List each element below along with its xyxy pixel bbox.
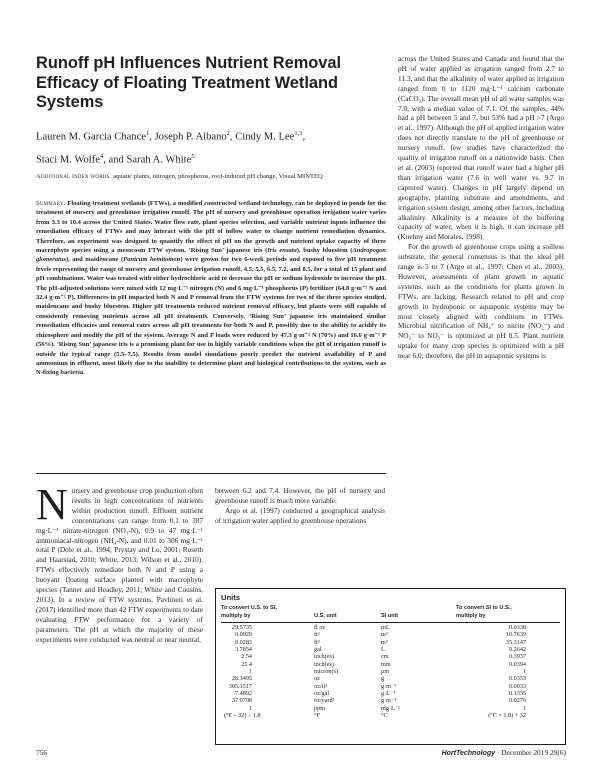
page-number: 756 [36,748,48,757]
units-cell: g [381,675,385,683]
units-cell: 1 [248,704,252,712]
affiliation-mark: 1 [146,130,150,137]
units-cell: m³ [381,638,388,646]
body-paragraph: between 6.2 and 7.4. However, the pH of nursery and greenhouse runoff is much more variable. [215,486,385,505]
header-us-unit: U.S. unit [314,612,337,619]
column-si-unit [381,624,400,719]
body-column-middle [215,486,385,526]
units-cell: fl oz [314,624,326,631]
units-cell: 1 [248,668,252,676]
units-cell: °C [381,712,388,720]
summary: Summary. Floating treatment wetlands (FTWs), a modified constructed wetland technology, can be deployed in ponds for the treatment of nursery and greenhouse irrigation runoff. The pH of nursery and greenhouse operation irrigation water varies from 3.3 to 10.4 across the United States. Water flow rate, plant species selection, and variable nutrient inputs influence the remediation efficacy of FTWs and may interact with the pH of inflow water to change nutrient remediation dynamics. Therefore, an experiment was designed to quantify the effect of pH on the growth and nutrient uptake capacity of three macrophyte species using a mesocosm FTW system. ‘Rising Sun’ japanese iris (Iris ensata), bushy bluestem (Andropogon glomeratus), and maidencane (Panicum hemitomon) were grown for two 6-week periods and exposed to five pH treatment levels representing the range of nursery and greenhouse irrigation runoff, 4.5, 5.5, 6.5, 7.2, and 8.5, for a total of 15 plant and pH combinations. Water was treated with either hydrochloric acid to decrease the pH or sodium hydroxide to increase the pH. The pH-adjusted solutions were mixed with 12 mg·L⁻¹ nitrogen (N) and 6 mg·L⁻¹ phosphorus (P) fertilizer (64.8 g·m⁻² N and 32.4 g·m⁻² P). Differences in pH impacted both N and P removal from the FTW systems for two of the three species studied, maidencane and bushy bluestem. Higher pH treatments reduced nutrient removal efficacy, but plants were still capable of consistently removing nutrients across all pH treatments. Conversely, ‘Rising Sun’ japanese iris maintained similar remediation efficacies and removal rates across all pH treatments for both N and P, possibly due to the ability to acidify its rhizosphere and modify the pH of the system. Average N and P loads were reduced by 47.3 g·m⁻² N (70%) and 16.6 g·m⁻² P (56%). ‘Rising Sun’ japanese iris is a promising plant for use in highly variable conditions when the pH of irrigation runoff is outside the typical range (5.5–7.5). Results from model simulations poorly predict the nutrient availability of P and ammonium in effluent, most likely due to the inability to determine plant and biological contributions to the system, such as N-fixing bacteria. [36,200,387,377]
units-cell: 0.0353 [508,675,526,683]
units-cell: 25.4 [241,660,252,668]
units-cell: oz/gal [314,690,330,698]
header-to-si: To convert U.S. to SI, multiply by [221,605,277,619]
author-name: , and Sarah A. White [103,154,192,166]
body-paragraph: Argo et al. (1997) conducted a geographical analysis of irrigation water applied to greenhouse operations [215,505,385,525]
units-cell: 0.0283 [234,638,252,646]
summary-label: Summary. [36,200,66,207]
column-to-us [482,624,526,719]
units-cell: 0.2642 [508,646,526,654]
units-cell: g·m⁻² [381,682,397,690]
units-cell: 2.54 [241,653,252,661]
table-header-rule [221,622,560,623]
index-terms-label: Additional index words. [36,173,112,180]
units-cell: 1 [522,704,526,712]
units-cell: cm [381,653,389,661]
units-cell: gal [314,646,322,654]
index-terms-text: aquatic plants, nitrogen, phosphorus, root-induced pH change, Visual MINTEQ [111,173,323,180]
units-cell: 0.1335 [508,690,526,698]
affiliation-mark: 1,3 [294,130,303,137]
units-cell: oz [314,675,320,683]
header-to-us: To convert SI to U.S., multiply by [456,605,512,619]
units-cell: 29.5735 [231,624,252,631]
units-cell: 7.4892 [234,690,252,698]
drop-cap: N [36,480,68,529]
units-cell: 0.0033 [508,682,526,690]
units-cell: 0.0394 [508,660,526,668]
column-to-si [224,624,261,720]
header-si-unit: SI unit [381,612,399,619]
units-cell: 10.7639 [505,631,526,639]
body-column-right [398,54,564,361]
units-cell: μm [381,668,390,676]
units-cell: m² [381,631,388,639]
author-name: Staci M. Wolfe [36,154,100,166]
units-cell: °F [314,712,320,720]
units-cell: 0.3937 [508,653,526,661]
units-cell: inch(es) [314,660,334,668]
issue-info: · December 2019 29(6) [494,748,566,757]
index-terms [36,172,384,182]
body-paragraph: ursery and greenhouse crop production often results in high concentrations of nutrients within production runoff. Effluent nutrient concentrations can range from 0.1 to 387 mg·L⁻¹ nitrate-nitrogen (NO₃-N), 0.9 to 47 mg·L⁻¹ ammoniacal-nitrogen (NH₄-N), and 0.01 to 306 mg·L⁻¹ total P (Dole et al., 1994; Prystay and Lo, 2001; Roseth and Haarstad, 2010; White, 2013; Wilson et al., 2010). FTWs effectively remediate both N and P using a buoyant floating surface planted with macrophyte species (Tanner and Headley, 2011; White and Cousins, 2013). In a review of FTW systems, Pavlineri et al. (2017) identified more than 42 FTW experiments to date evaluating FTW performance for a variety of parameters. The pH at which the majority of these experiments were conducted was neutral or near neutral, [36,486,203,644]
units-cell: mg·L⁻¹ [381,704,400,712]
affiliation-mark: 2 [226,130,230,137]
units-cell: 1 [522,668,526,676]
units-cell: (°C × 1.8) + 32 [488,712,526,720]
units-cell: 35.3147 [505,638,526,646]
article-title: Runoff pH Influences Nutrient Removal Efficacy of Floating Treatment Wetland Systems [36,54,342,111]
units-cell: ppm [314,704,326,712]
author-name: , Joseph P. Albano [149,131,227,143]
units-cell: micron(s) [314,668,339,676]
units-cell: 28.3495 [231,675,252,683]
units-cell: 0.0929 [234,631,252,639]
journal-footer [410,748,566,757]
body-paragraph: across the United States and Canada and found that the pH of water applied as irrigation ranged from 2.7 to 11.3, and that the alkalinity of water applied as irrigation ranged from 0 to 1120 mg·L⁻¹ calcium carbonate (CaCO₃). The overall mean pH of all water samples was 7.0, with a median value of 7.1. Of the samples, 44% had a pH between 5 and 7, but 53% had a pH >7 (Argo et al., 1997). Although the pH of applied irrigation water does not directly translate to the pH of greenhouse or nursery runoff, few studies have characterized the quality of irrigation runoff on a nationwide basis. Chen et al. (2003) reported that runoff water had a higher pH than irrigation water (7.6 in well water vs. 9.7 in captured water). Changes in pH largely depend on geography, planting substrate and amendments, and irrigation system design, among other factors, including alkalinity. Alkalinity is a measure of the buffering capacity of water; when it is high, it can increase pH (Kuehny and Morales, 1998). [398,54,564,242]
units-cell: g·L⁻¹ [381,690,396,698]
units-cell: 305.1517 [228,682,252,690]
body-paragraph: For the growth of greenhouse crops using a soilless substrate, the general consensus is that the ideal pH range is 5 to 7 (Argo et al., 1997; Chen et al., 2003). However, assessments of plant growth in aquatic systems, such as the conditions for plants grown in FTWs, are lacking. Research related to pH and crop growth in hydroponic or aquaponic systems may be most closely aligned with conditions in FTWs. Microbial nitrification of NH₄⁺ to nitrite (NO₂⁻) and NO₂⁻ to NO₃⁻ is optimized at pH 8.5. Plant nutrient uptake for many crop species is optimized with a pH near 6.0; therefore, the pH in aquaponic systems is [398,242,564,361]
units-cell: (°F – 32) ÷ 1.8 [224,712,261,720]
units-cell: ft³ [314,638,320,646]
section-divider [36,473,386,474]
units-cell: 0.0270 [508,697,526,705]
units-cell: inch(es) [314,653,334,661]
affiliation-mark: 4 [99,152,104,160]
units-conversion-table [215,588,566,745]
author-list: Lauren M. Garcia Chance$^1$, Joseph P. Albano$^2$, Cindy M. Lee$^{1,3}$, Staci M. Wolfe$^4$, and Sarah A. White$^5$ [36,130,306,166]
units-cell: oz/ft² [314,682,328,690]
units-cell: 0.0338 [508,624,526,631]
units-cell: g·m⁻³ [381,697,397,705]
units-cell: 3.7854 [234,646,252,654]
units-cell: 37.0798 [231,697,252,705]
affiliation-mark: 5 [191,152,195,160]
column-us-unit [314,624,338,719]
body-column-left [36,480,203,645]
units-cell: oz/yard³ [314,697,335,705]
units-cell: L [381,646,385,654]
author-name: , Cindy M. Lee [229,131,295,143]
units-cell: ft² [314,631,320,639]
journal-name: HortTechnology [441,750,495,757]
units-title: Units [221,593,240,602]
units-cell: mL [381,624,390,631]
author-name: Lauren M. Garcia Chance [36,131,147,143]
units-cell: mm [381,660,391,668]
